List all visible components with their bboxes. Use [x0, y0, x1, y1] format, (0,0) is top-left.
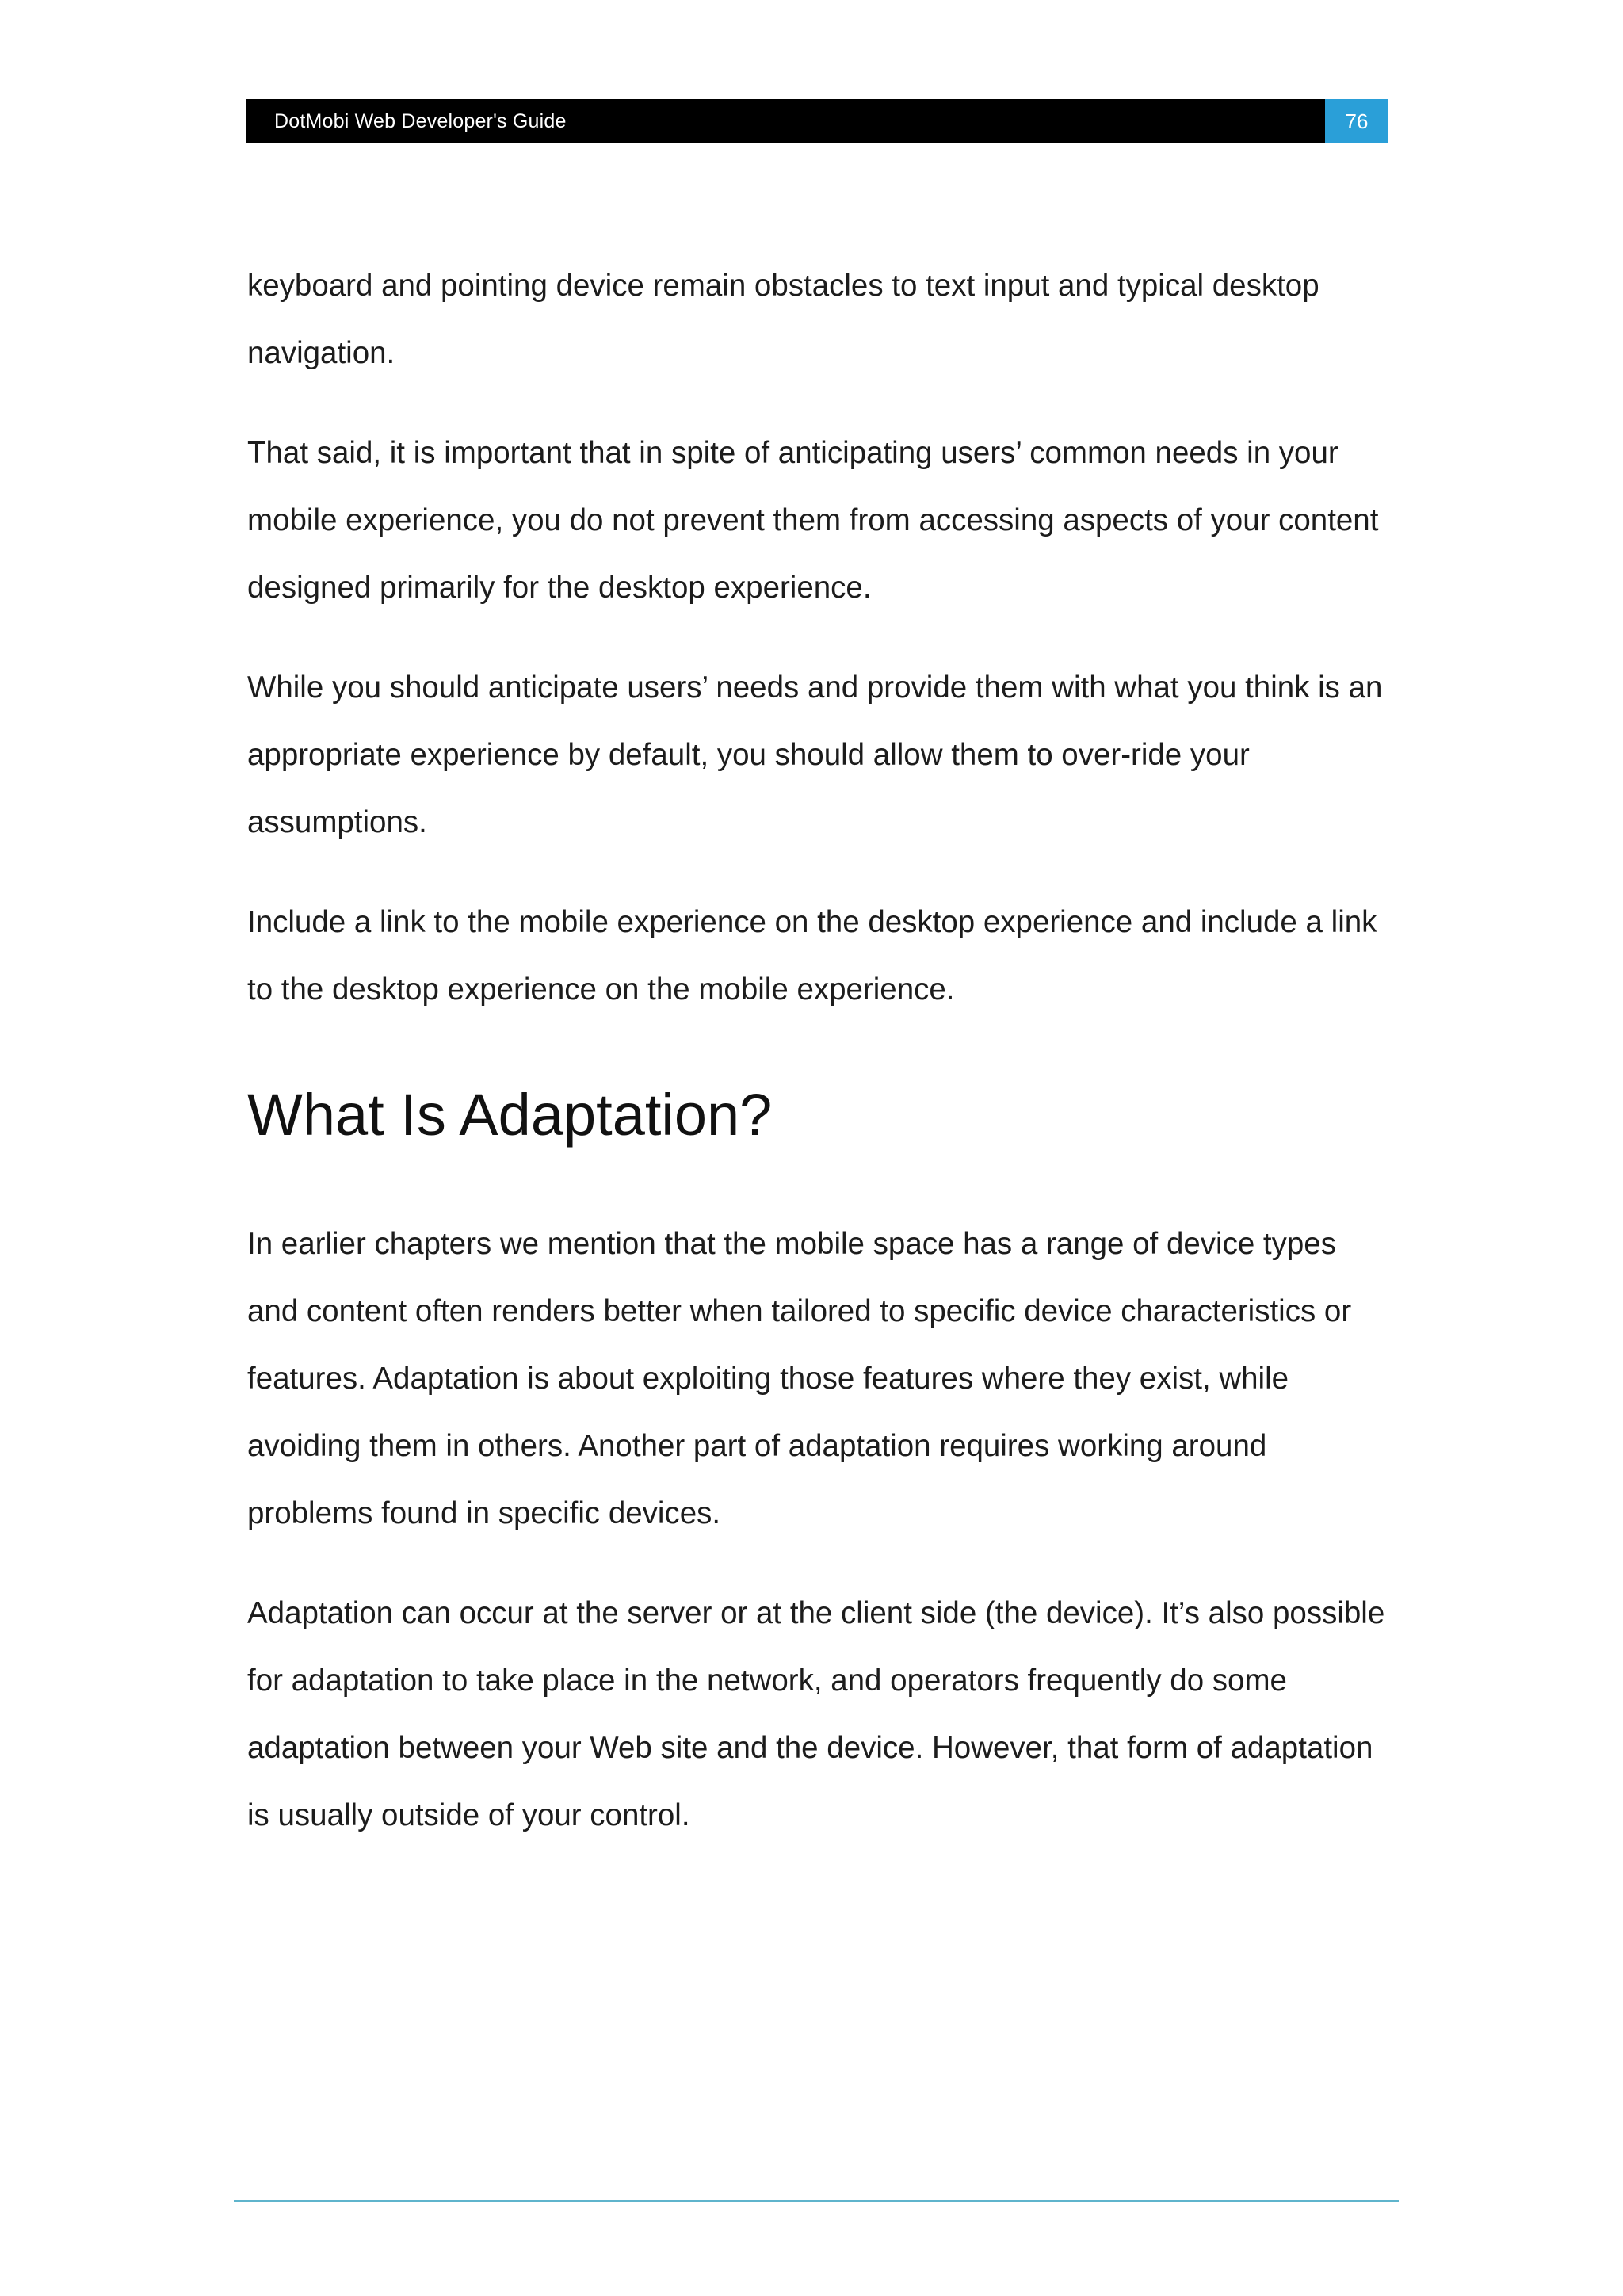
page-header	[246, 99, 1388, 143]
body-paragraph: In earlier chapters we mention that the mobile space has a range of device types and content often renders better when tailored to specific device characteristics or features. Adaptation is about exploiting those features where they exist, while avoiding them in others. Another part of adaptation requires working around problems found in specific devices.	[247, 1227, 1352, 1530]
body-paragraph: That said, it is important that in spite of anticipating users’ common needs in your mobile experience, you do not prevent them from accessing aspects of your content designed primarily for the desktop experience.	[247, 436, 1379, 605]
body-paragraph: Adaptation can occur at the server or at the client side (the device). It’s also possible for adaptation to take place in the network, and operators frequently do some adaptation between your Web site and the device. However, that form of adaptation is usually outside of your control.	[247, 1596, 1385, 1832]
guide-title: DotMobi Web Developer's Guide	[274, 110, 567, 132]
page-number-badge: 76	[1325, 99, 1388, 143]
body-paragraph: keyboard and pointing device remain obstacles to text input and typical desktop navigation.	[247, 269, 1319, 370]
body-paragraph: Include a link to the mobile experience on the desktop experience and include a link to the desktop experience on the mobile experience.	[247, 905, 1377, 1007]
section-heading: What Is Adaptation?	[247, 1082, 773, 1148]
footer-divider	[234, 2200, 1399, 2202]
body-paragraph: While you should anticipate users’ needs and provide them with what you think is an appropriate experience by default, you should allow them to over-ride your assumptions.	[247, 670, 1383, 839]
page-content	[247, 252, 1388, 1881]
